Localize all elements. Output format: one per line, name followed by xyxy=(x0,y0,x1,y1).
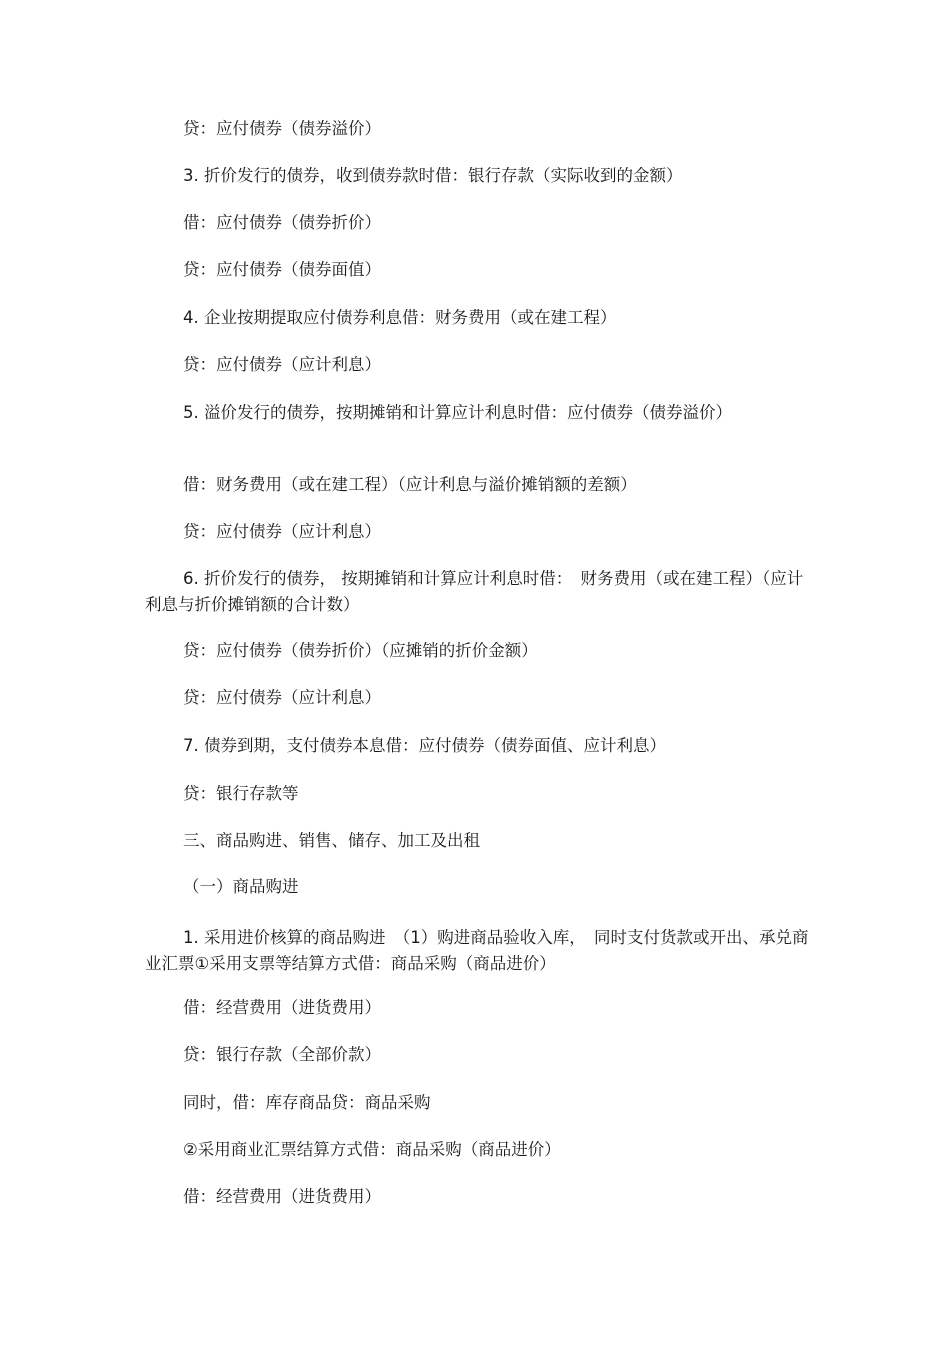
paragraph: 贷：应付债券（债券溢价） xyxy=(183,119,381,138)
paragraph: 贷：应付债券（应计利息） xyxy=(183,522,381,541)
paragraph: 4. 企业按期提取应付债券利息借：财务费用（或在建工程） xyxy=(183,308,617,327)
paragraph: 7. 债券到期，支付债券本息借：应付债券（债券面值、应计利息） xyxy=(183,736,666,755)
section-heading: 三、商品购进、销售、储存、加工及出租 xyxy=(183,831,480,850)
paragraph: 贷：应付债券（应计利息） xyxy=(183,355,381,374)
paragraph: 贷：银行存款等 xyxy=(183,784,299,803)
paragraph: 贷：银行存款（全部价款） xyxy=(183,1045,381,1064)
paragraph: 贷：应付债券（债券折价）（应摊销的折价金额） xyxy=(183,641,538,660)
paragraph: 借：经营费用（进货费用） xyxy=(183,998,381,1017)
paragraph: 1. 采用进价核算的商品购进 （1）购进商品验收入库， 同时支付货款或开出、承兑商业汇票①采用支票等结算方式借：商品采购（商品进价） xyxy=(145,928,809,973)
paragraph: 6. 折价发行的债券， 按期摊销和计算应计利息时借： 财务费用（或在建工程）（应计利息与折价摊销额的合计数） xyxy=(145,569,804,614)
paragraph: 贷：应付债券（应计利息） xyxy=(183,688,381,707)
subsection-heading: （一）商品购进 xyxy=(183,877,299,896)
paragraph: ②采用商业汇票结算方式借：商品采购（商品进价） xyxy=(183,1140,561,1159)
paragraph: 5. 溢价发行的债券，按期摊销和计算应计利息时借：应付债券（债券溢价） xyxy=(183,403,732,422)
paragraph: 同时，借：库存商品贷：商品采购 xyxy=(183,1093,431,1112)
paragraph: 借：财务费用（或在建工程）（应计利息与溢价摊销额的差额） xyxy=(183,475,637,494)
paragraph: 借：应付债券（债券折价） xyxy=(183,213,381,232)
paragraph: 贷：应付债券（债券面值） xyxy=(183,260,381,279)
paragraph: 3. 折价发行的债券，收到债券款时借：银行存款（实际收到的金额） xyxy=(183,166,683,185)
paragraph: 借：经营费用（进货费用） xyxy=(183,1187,381,1206)
